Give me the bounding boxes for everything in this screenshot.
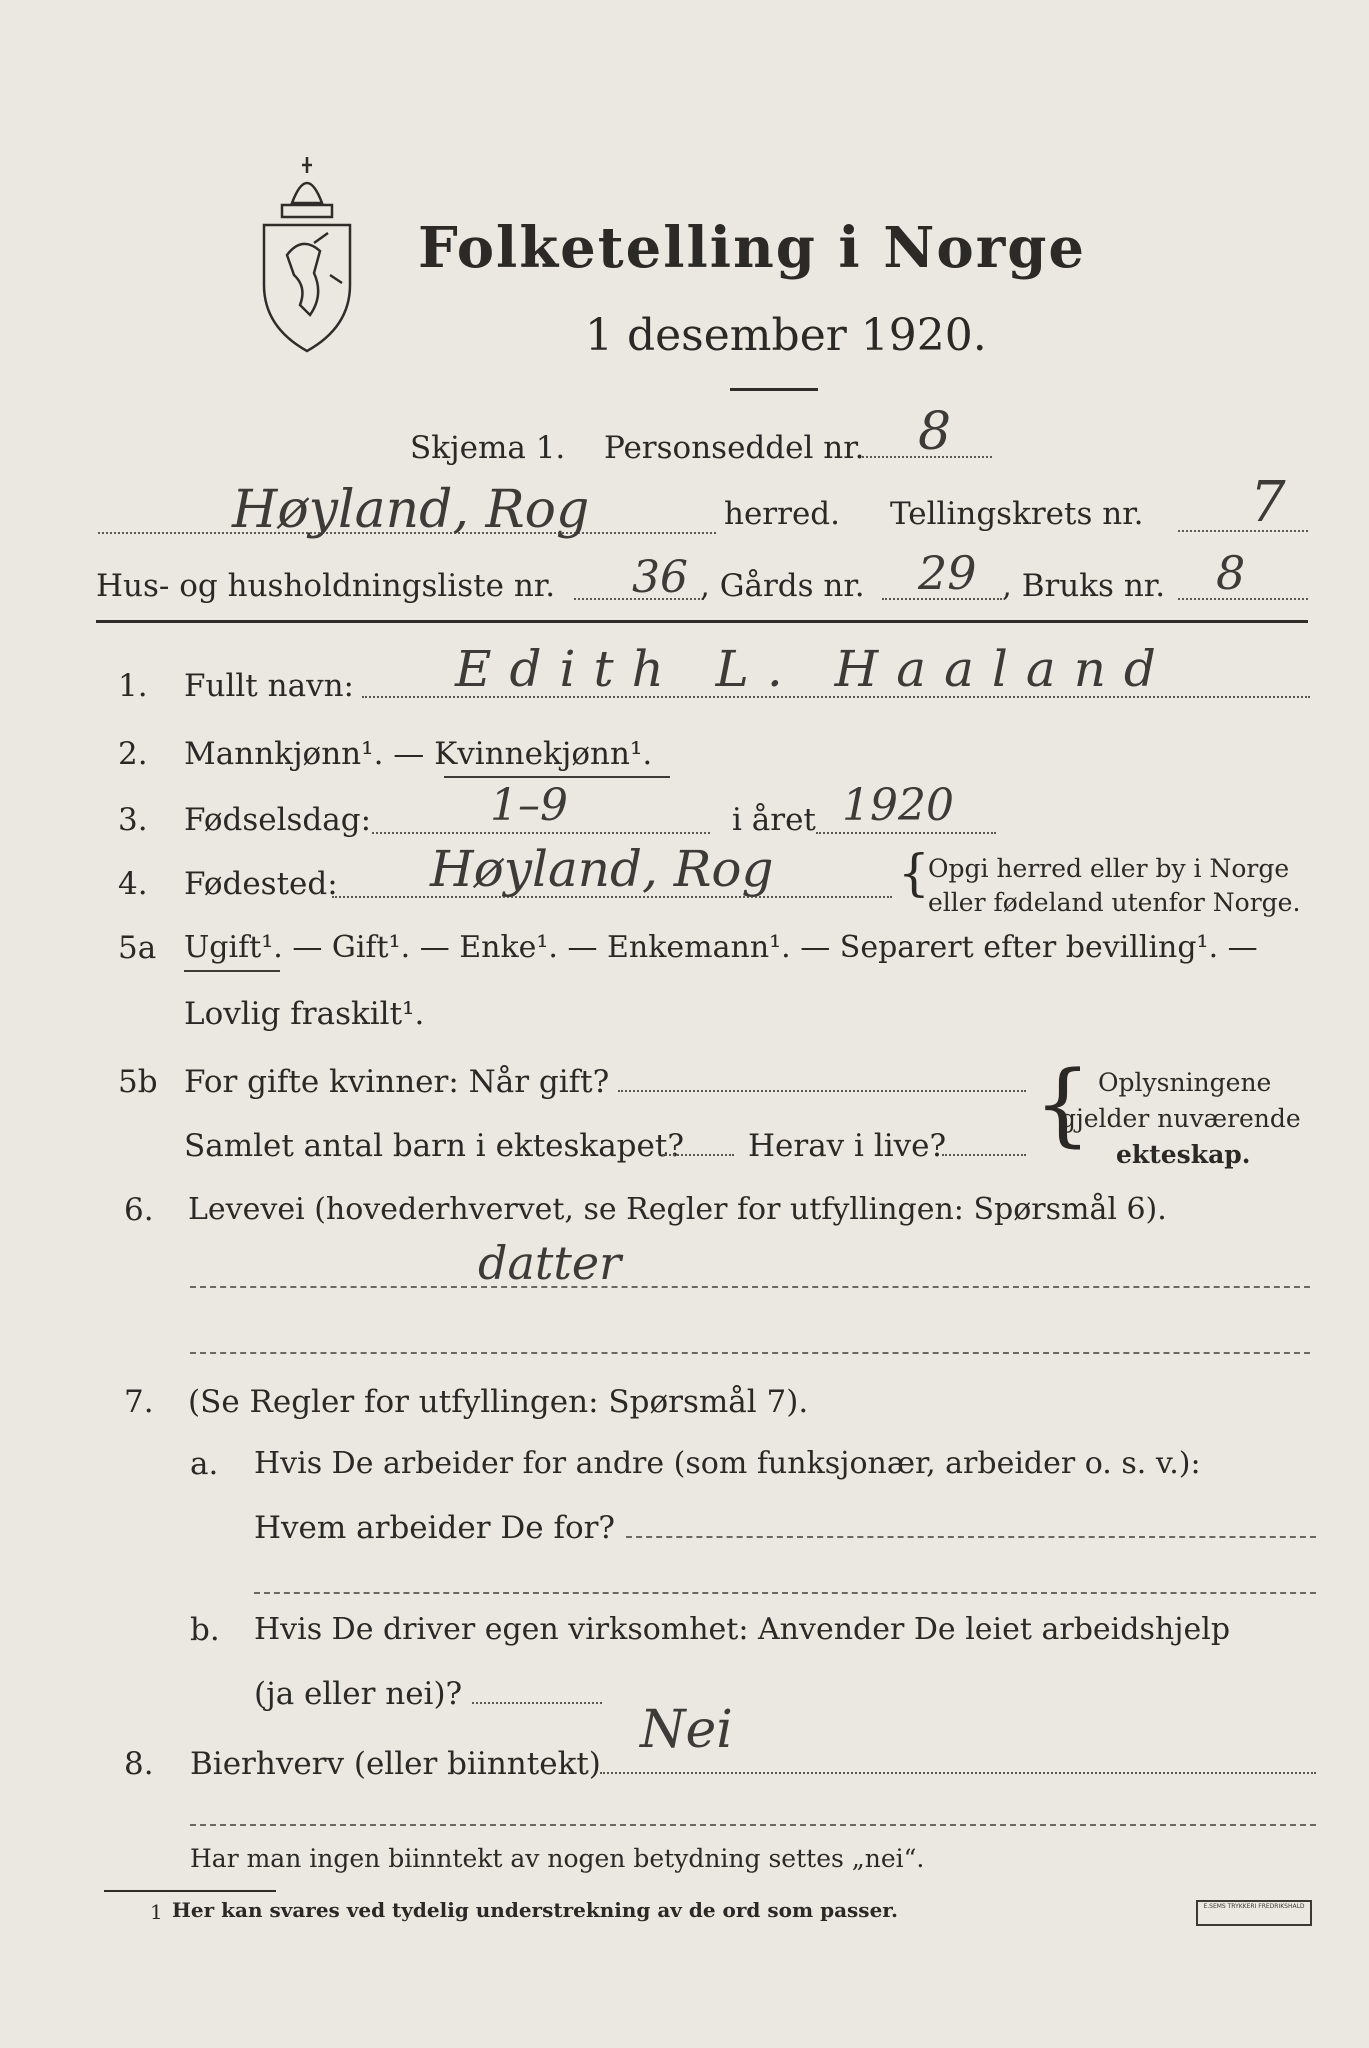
footnote-text: Her kan svares ved tydelig understrekning av de ord som passer. <box>172 1898 898 1922</box>
side-income-field[interactable] <box>600 1772 1316 1774</box>
side-income-value: Nei <box>640 1700 733 1760</box>
q5a-number: 5a <box>118 930 157 966</box>
norway-coat-of-arms-icon <box>252 155 362 355</box>
krets-number-field[interactable] <box>1178 530 1308 532</box>
birthplace-note-line2: eller fødeland utenfor Norge. <box>928 888 1301 917</box>
employer-field-2[interactable] <box>254 1592 1316 1594</box>
gards-label: , Gårds nr. <box>700 568 865 604</box>
gards-number-value: 29 <box>918 546 977 600</box>
birthplace-value: Høyland, Rog <box>430 840 774 898</box>
birthday-value: 1–9 <box>490 780 568 831</box>
q1-label: Fullt navn: <box>184 668 354 704</box>
q1-number: 1. <box>118 668 148 704</box>
birthplace-note-brace: { <box>898 844 930 902</box>
married-date-field[interactable] <box>618 1090 1026 1092</box>
q7a-number: a. <box>190 1446 219 1482</box>
q8-number: 8. <box>124 1746 154 1782</box>
krets-number-value: 7 <box>1250 470 1286 535</box>
occupation-field[interactable] <box>190 1286 1310 1288</box>
q6-label: Levevei (hovederhvervet, se Regler for utfyllingen: Spørsmål 6). <box>188 1192 1167 1227</box>
q7b-line1: Hvis De driver egen virksomhet: Anvender De leiet arbeidshjelp <box>254 1612 1231 1647</box>
q7-label: (Se Regler for utfyllingen: Spørsmål 7). <box>188 1384 809 1420</box>
q7a-line2: Hvem arbeider De for? <box>254 1510 616 1546</box>
person-number-value: 8 <box>918 402 952 462</box>
q4-label: Fødested: <box>184 866 338 902</box>
birth-year-value: 1920 <box>842 780 954 831</box>
q8-label: Bierhverv (eller biinntekt) <box>190 1746 601 1782</box>
marriage-note-brace: { <box>1034 1052 1092 1157</box>
children-total-field[interactable] <box>662 1154 734 1156</box>
marriage-note-line1: Oplysningene <box>1098 1068 1272 1097</box>
person-label: Personseddel nr. <box>604 430 865 466</box>
footnote-divider <box>104 1890 276 1892</box>
q3-number: 3. <box>118 802 148 838</box>
hus-label: Hus- og husholdningsliste nr. <box>96 568 556 604</box>
footnote-mark: 1 <box>150 1900 163 1924</box>
q5a-line2: Lovlig fraskilt¹. <box>184 996 425 1032</box>
children-alive-field[interactable] <box>942 1154 1026 1156</box>
q2-number: 2. <box>118 736 148 772</box>
q6-number: 6. <box>124 1192 154 1228</box>
q7b-line2: (ja eller nei)? <box>254 1676 463 1712</box>
marriage-note-line3: ekteskap. <box>1116 1140 1251 1169</box>
kvinnekjonn-underline <box>444 776 670 778</box>
q3-label: Fødselsdag: <box>184 802 372 838</box>
q5a-line1: Ugift¹. — Gift¹. — Enke¹. — Enkemann¹. — Separert efter bevilling¹. — <box>184 930 1258 965</box>
full-name-value: Edith L. Haaland <box>455 640 1174 698</box>
hired-help-field[interactable] <box>472 1702 602 1704</box>
herred-label: herred. <box>724 496 840 532</box>
q5b-line2b: Herav i live? <box>748 1128 947 1164</box>
hus-number-value: 36 <box>632 552 688 603</box>
ugift-underline <box>184 970 280 972</box>
bruks-label: , Bruks nr. <box>1002 568 1166 604</box>
q3-year-label: i året <box>732 802 816 838</box>
marriage-note-line2: gjelder nuværende <box>1060 1104 1301 1133</box>
birthplace-note-line1: Opgi herred eller by i Norge <box>928 854 1290 883</box>
printer-mark <box>1196 1900 1312 1926</box>
birth-year-field[interactable] <box>816 832 996 834</box>
q2-label: Mannkjønn¹. — Kvinnekjønn¹. <box>184 736 653 772</box>
form-date: 1 desember 1920. <box>585 310 987 361</box>
bruks-number-value: 8 <box>1216 546 1246 600</box>
q4-number: 4. <box>118 866 148 902</box>
form-title: Folketelling i Norge <box>418 215 1087 281</box>
schema-label: Skjema 1. <box>410 430 566 466</box>
q5b-line1: For gifte kvinner: Når gift? <box>184 1064 610 1100</box>
printer-mark-text: E.SEMS TRYKKERI FREDRIKSHALD <box>1203 1903 1305 1910</box>
q7b-number: b. <box>190 1612 220 1648</box>
title-divider <box>730 388 818 391</box>
q5b-line2a: Samlet antal barn i ekteskapet? <box>184 1128 684 1164</box>
occupation-value: datter <box>478 1236 622 1290</box>
birthday-field[interactable] <box>372 832 710 834</box>
q7a-line1: Hvis De arbeider for andre (som funksjonær, arbeider o. s. v.): <box>254 1446 1201 1481</box>
no-income-note: Har man ingen biinntekt av nogen betydning settes „nei“. <box>190 1844 925 1873</box>
side-income-field-2[interactable] <box>190 1824 1316 1826</box>
header-divider <box>96 620 1308 623</box>
q7-number: 7. <box>124 1384 154 1420</box>
employer-field[interactable] <box>626 1536 1316 1538</box>
krets-label: Tellingskrets nr. <box>890 496 1144 532</box>
occupation-field-2[interactable] <box>190 1352 1310 1354</box>
q5b-number: 5b <box>118 1064 158 1100</box>
herred-value: Høyland, Rog <box>232 480 590 540</box>
